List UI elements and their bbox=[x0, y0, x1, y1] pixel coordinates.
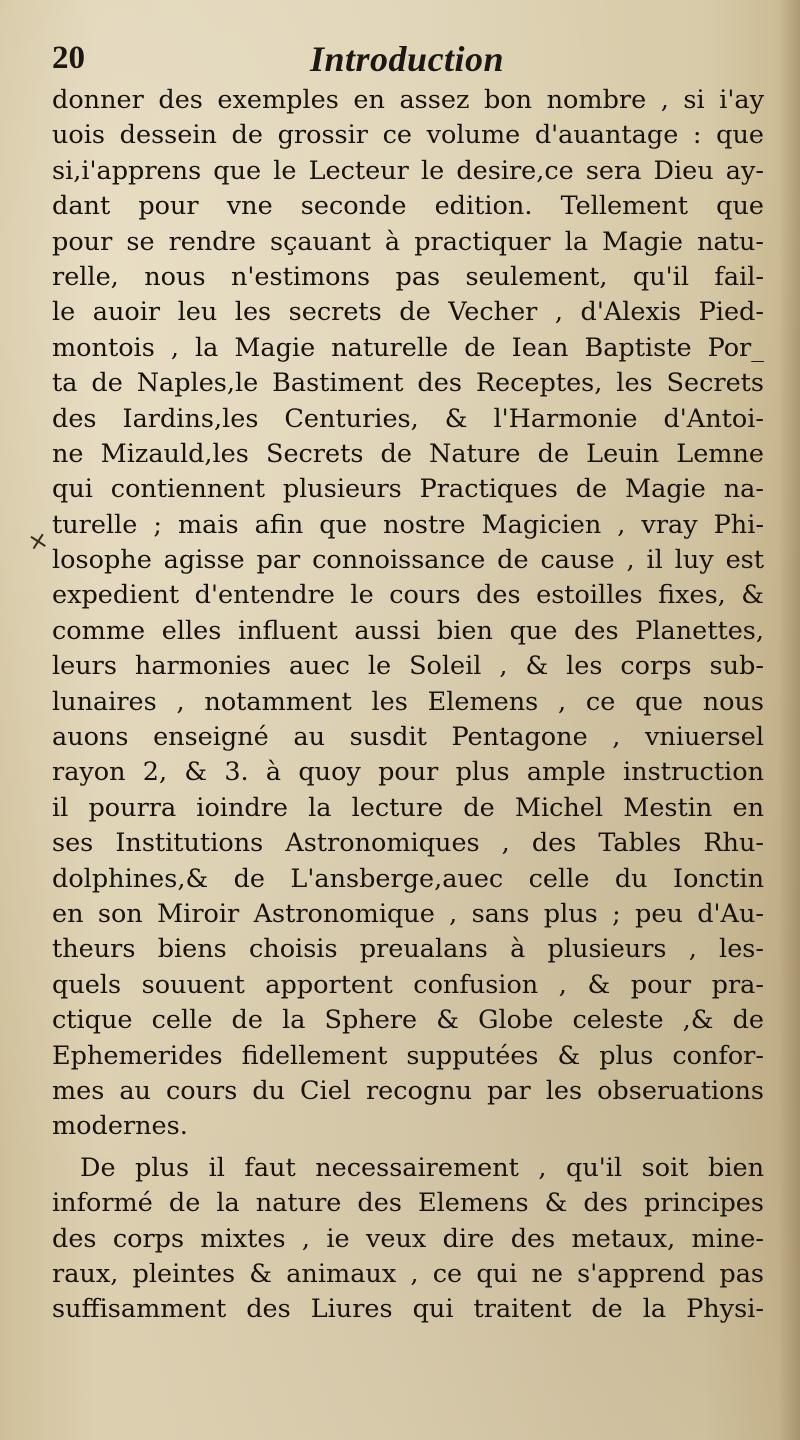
text-line: modernes. bbox=[52, 1111, 188, 1142]
text-line: leurs harmonies auec le Soleil , & les corps sub- bbox=[52, 651, 764, 682]
text-line: rayon 2, & 3. à quoy pour plus ample instruction bbox=[52, 757, 764, 788]
text-line: si,i'apprens que le Lecteur le desire,ce sera Dieu ay- bbox=[52, 155, 764, 186]
text-line: qui contiennent plusieurs Practiques de Magie na- bbox=[52, 474, 764, 505]
margin-mark: × bbox=[25, 525, 51, 557]
running-title: Introduction bbox=[310, 39, 505, 79]
text-line: ses Institutions Astronomiques , des Tables Rhu- bbox=[52, 828, 764, 859]
text-line: ctique celle de la Sphere & Globe celeste ,& de bbox=[52, 1005, 764, 1036]
text-line: des corps mixtes , ie veux dire des metaux, mine- bbox=[52, 1223, 764, 1254]
text-line: theurs biens choisis preualans à plusieurs , les- bbox=[52, 934, 764, 965]
text-line: des Iardins,les Centuries, & l'Harmonie d'Antoi- bbox=[52, 403, 764, 434]
page-number: 20 bbox=[52, 40, 85, 76]
text-line: comme elles influent aussi bien que des Planettes, bbox=[52, 615, 764, 646]
text-line: donner des exemples en assez bon nombre , si i'ay bbox=[52, 85, 764, 115]
text-line: quels souuent apportent confusion , & pour pra- bbox=[52, 969, 764, 1000]
text-line: ta de Naples,le Bastiment des Receptes, les Secrets bbox=[52, 368, 764, 399]
text-line: pour se rendre sçauant à practiquer la Magie natu- bbox=[52, 226, 764, 257]
text-line: montois , la Magie naturelle de Iean Baptiste Por_ bbox=[52, 332, 764, 363]
text-line: lunaires , notamment les Elemens , ce que nous bbox=[52, 686, 764, 717]
text-line: expedient d'entendre le cours des estoilles fixes, & bbox=[52, 580, 764, 611]
text-line: informé de la nature des Elemens & des principes bbox=[52, 1188, 764, 1219]
text-line: suffisamment des Liures qui traitent de la Physi- bbox=[52, 1294, 764, 1325]
text-line: ne Mizauld,les Secrets de Nature de Leuin Lemne bbox=[52, 438, 764, 469]
page-edge-shadow bbox=[778, 0, 800, 1440]
text-line: en son Miroir Astronomique , sans plus ; peu d'Au- bbox=[52, 898, 764, 929]
text-line: De plus il faut necessairement , qu'il soit bien bbox=[80, 1152, 764, 1183]
text-line: losophe agisse par connoissance de cause , il luy est bbox=[52, 545, 764, 576]
text-line: raux, pleintes & animaux , ce qui ne s'apprend pas bbox=[52, 1258, 764, 1289]
text-line: il pourra ioindre la lecture de Michel Mestin en bbox=[52, 792, 764, 823]
text-line: auons enseigné au susdit Pentagone , vniuersel bbox=[52, 722, 764, 753]
paragraph-1 bbox=[52, 83, 764, 1145]
text-line: uois dessein de grossir ce volume d'auantage : que bbox=[52, 120, 764, 151]
text-line: turelle ; mais afin que nostre Magicien , vray Phi- bbox=[52, 509, 764, 540]
text-line: mes au cours du Ciel recognu par les obseruations bbox=[52, 1075, 764, 1106]
text-line: dolphines,& de L'ansberge,auec celle du Ionctin bbox=[52, 863, 764, 894]
running-head bbox=[52, 38, 752, 88]
body-text bbox=[52, 83, 764, 1328]
text-line: le auoir leu les secrets de Vecher , d'Alexis Pied- bbox=[52, 297, 764, 328]
text-line: relle, nous n'estimons pas seulement, qu'il fail- bbox=[52, 261, 764, 292]
text-line: dant pour vne seconde edition. Tellement que bbox=[52, 191, 764, 222]
paragraph-2 bbox=[52, 1151, 764, 1328]
text-line: Ephemerides fidellement supputées & plus confor- bbox=[52, 1040, 764, 1071]
